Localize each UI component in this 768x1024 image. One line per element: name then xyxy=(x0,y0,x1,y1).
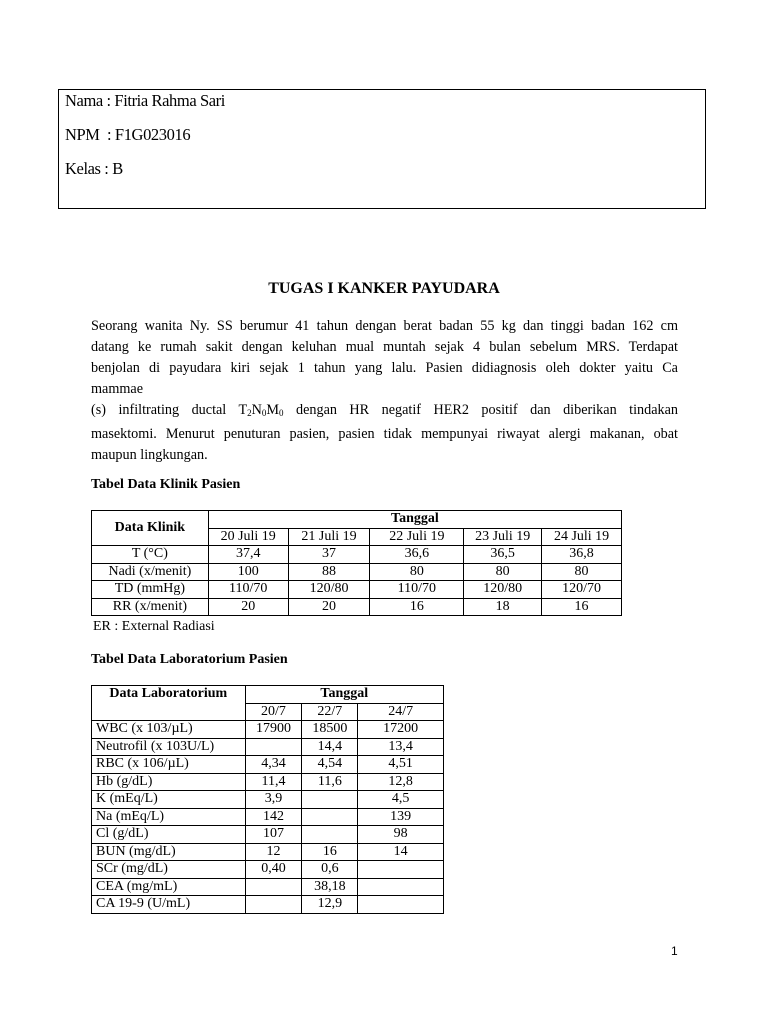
table-cell: 20 xyxy=(288,598,370,616)
table-row xyxy=(92,808,444,826)
paragraph-line: datang ke rumah sakit dengan keluhan mual muntah sejak 4 bulan sebelum MRS. Terdapat xyxy=(91,339,678,355)
document-title: TUGAS I KANKER PAYUDARA xyxy=(268,280,500,297)
table-cell xyxy=(245,896,302,914)
table-cell: 18500 xyxy=(302,721,358,739)
paragraph-line: maupun lingkungan. xyxy=(91,447,208,463)
row-label: Neutrofil (x 103U/L) xyxy=(92,738,246,756)
table-cell: 11,6 xyxy=(302,773,358,791)
clinical-date-header: 24 Juli 19 xyxy=(542,528,622,546)
student-class: Kelas : B xyxy=(65,159,123,178)
table-cell xyxy=(302,826,358,844)
row-label: RR (x/menit) xyxy=(92,598,209,616)
table-cell: 12,8 xyxy=(358,773,444,791)
table-cell: 14 xyxy=(358,843,444,861)
table-cell: 80 xyxy=(542,563,622,581)
clinical-data-table xyxy=(91,510,622,616)
table-cell: 16 xyxy=(370,598,464,616)
table-cell: 16 xyxy=(302,843,358,861)
table-row xyxy=(92,738,444,756)
table-cell: 80 xyxy=(464,563,542,581)
table-cell xyxy=(302,808,358,826)
paragraph-line: mammae xyxy=(91,381,143,397)
paragraph-line-tnm: (s) infiltrating ductal $T_2N_0M_0$ dengan HR negatif HER2 positif dan diberikan tindakan xyxy=(91,402,678,418)
table-cell: 0,40 xyxy=(245,861,302,879)
table-cell: 142 xyxy=(245,808,302,826)
table-row xyxy=(92,546,622,564)
table-row xyxy=(92,791,444,809)
row-label: K (mEq/L) xyxy=(92,791,246,809)
table-cell: 107 xyxy=(245,826,302,844)
paragraph-line: masektomi. Menurut penuturan pasien, pasien tidak mempunyai riwayat alergi makanan, obat xyxy=(91,426,678,442)
clinical-date-header: 23 Juli 19 xyxy=(464,528,542,546)
table-cell: 139 xyxy=(358,808,444,826)
table-cell: 36,6 xyxy=(370,546,464,564)
table-cell xyxy=(245,878,302,896)
lab-table-caption: Tabel Data Laboratorium Pasien xyxy=(91,652,288,667)
table-cell: 11,4 xyxy=(245,773,302,791)
clinical-row-header: Data Klinik xyxy=(92,511,209,546)
table-row xyxy=(92,756,444,774)
table-cell: 37 xyxy=(288,546,370,564)
table-cell xyxy=(358,861,444,879)
table-cell xyxy=(358,896,444,914)
table-cell: 120/70 xyxy=(542,581,622,599)
lab-data-table xyxy=(91,685,444,914)
table-cell: 12 xyxy=(245,843,302,861)
row-label: Cl (g/dL) xyxy=(92,826,246,844)
case-paragraph xyxy=(91,316,678,466)
paragraph-line: Seorang wanita Ny. SS berumur 41 tahun dengan berat badan 55 kg dan tinggi badan 162 cm xyxy=(91,318,678,334)
clinical-date-header: 21 Juli 19 xyxy=(288,528,370,546)
table-cell: 110/70 xyxy=(208,581,288,599)
table-row xyxy=(92,598,622,616)
table-row xyxy=(92,861,444,879)
row-label: WBC (x 103/µL) xyxy=(92,721,246,739)
table-cell: 0,6 xyxy=(302,861,358,879)
table-row xyxy=(92,878,444,896)
table-row xyxy=(92,896,444,914)
lab-date-header: 20/7 xyxy=(245,703,302,721)
table-cell: 3,9 xyxy=(245,791,302,809)
table-cell: 18 xyxy=(464,598,542,616)
identity-box xyxy=(58,89,706,209)
table-row xyxy=(92,843,444,861)
clinical-date-group-header: Tanggal xyxy=(208,511,621,529)
table-cell: 17200 xyxy=(358,721,444,739)
table-cell xyxy=(358,878,444,896)
table-row xyxy=(92,581,622,599)
table-cell: 38,18 xyxy=(302,878,358,896)
student-name: Nama : Fitria Rahma Sari xyxy=(65,91,225,110)
table-cell: 16 xyxy=(542,598,622,616)
row-label: Na (mEq/L) xyxy=(92,808,246,826)
table-cell: 4,54 xyxy=(302,756,358,774)
row-label: CEA (mg/mL) xyxy=(92,878,246,896)
clinical-date-header: 20 Juli 19 xyxy=(208,528,288,546)
table-cell: 100 xyxy=(208,563,288,581)
table-row xyxy=(92,826,444,844)
table-cell: 36,8 xyxy=(542,546,622,564)
lab-date-header: 24/7 xyxy=(358,703,444,721)
table-cell: 88 xyxy=(288,563,370,581)
table-cell: 120/80 xyxy=(464,581,542,599)
table-cell: 36,5 xyxy=(464,546,542,564)
clinical-table-note: ER : External Radiasi xyxy=(93,619,215,634)
table-cell: 98 xyxy=(358,826,444,844)
table-cell: 120/80 xyxy=(288,581,370,599)
lab-date-header: 22/7 xyxy=(302,703,358,721)
row-label: BUN (mg/dL) xyxy=(92,843,246,861)
lab-date-group-header: Tanggal xyxy=(245,686,443,704)
table-cell xyxy=(245,738,302,756)
clinical-date-header: 22 Juli 19 xyxy=(370,528,464,546)
lab-row-header: Data Laboratorium xyxy=(92,686,246,721)
table-cell: 12,9 xyxy=(302,896,358,914)
row-label: T (°C) xyxy=(92,546,209,564)
table-row xyxy=(92,563,622,581)
table-cell: 13,4 xyxy=(358,738,444,756)
row-label: RBC (x 106/µL) xyxy=(92,756,246,774)
row-label: SCr (mg/dL) xyxy=(92,861,246,879)
table-cell: 4,34 xyxy=(245,756,302,774)
table-cell xyxy=(302,791,358,809)
row-label: CA 19-9 (U/mL) xyxy=(92,896,246,914)
table-row xyxy=(92,773,444,791)
student-npm: NPM : F1G023016 xyxy=(65,125,191,144)
row-label: TD (mmHg) xyxy=(92,581,209,599)
table-row xyxy=(92,721,444,739)
row-label: Nadi (x/menit) xyxy=(92,563,209,581)
table-cell: 4,5 xyxy=(358,791,444,809)
table-cell: 20 xyxy=(208,598,288,616)
page-number: 1 xyxy=(671,944,678,958)
row-label: Hb (g/dL) xyxy=(92,773,246,791)
table-cell: 80 xyxy=(370,563,464,581)
clinical-table-caption: Tabel Data Klinik Pasien xyxy=(91,477,241,492)
paragraph-line: benjolan di payudara kiri sejak 1 tahun yang lalu. Pasien didiagnosis oleh dokter yaitu Ca xyxy=(91,360,678,376)
table-cell: 14,4 xyxy=(302,738,358,756)
table-cell: 4,51 xyxy=(358,756,444,774)
table-cell: 110/70 xyxy=(370,581,464,599)
table-cell: 17900 xyxy=(245,721,302,739)
table-cell: 37,4 xyxy=(208,546,288,564)
